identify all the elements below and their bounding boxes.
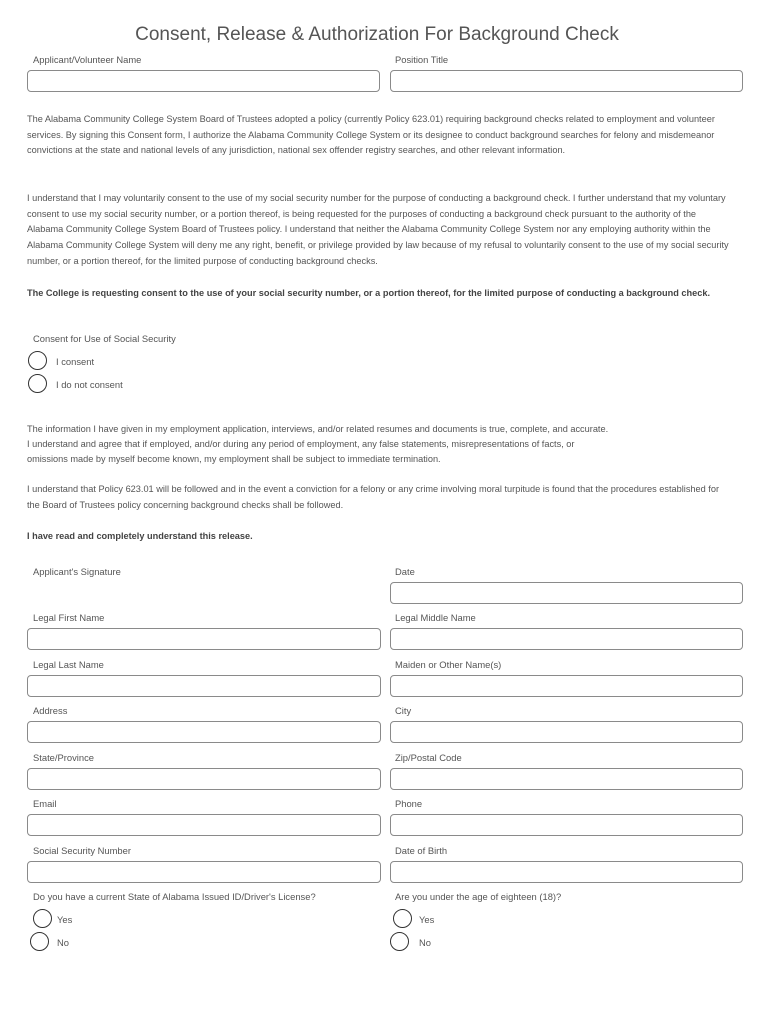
under-18-yes-label: Yes	[419, 914, 435, 925]
do-not-consent-option-label: I do not consent	[56, 379, 123, 390]
policy-paragraph: The Alabama Community College System Board of Trustees adopted a policy (currently Policy 623.01) requiring background checks related to employment and volunteer services. By signing this Consent form, I authorize the Alabama Community College System or its designee to conduct background searches for felony and misdemeanor convictions at the state and national levels of any jurisdiction, national sex offender registry searches, and other relevant information.	[27, 114, 715, 156]
legal-first-name-input[interactable]	[27, 628, 381, 650]
dob-input[interactable]	[390, 861, 743, 883]
under-18-question: Are you under the age of eighteen (18)?	[395, 891, 562, 902]
under-18-yes-radio[interactable]	[393, 909, 412, 928]
do-not-consent-radio[interactable]	[28, 374, 47, 393]
phone-label: Phone	[395, 798, 423, 809]
id-license-no-label: No	[57, 937, 69, 948]
policy-followed-paragraph: I understand that Policy 623.01 will be followed and in the event a conviction for a felony or any crime involving moral turpitude is found that the procedures established for the Board of Trustees policy concerning background checks shall be followed.	[27, 484, 720, 510]
city-label: City	[395, 705, 412, 716]
page-title: Consent, Release & Authorization For Background Check	[135, 24, 619, 45]
address-input[interactable]	[27, 721, 381, 743]
id-license-question: Do you have a current State of Alabama Issued ID/Driver's License?	[33, 891, 316, 902]
info-line-2: I understand and agree that if employed, and/or during any period of employment, any false statements, misrepresentations of facts, or	[27, 439, 575, 449]
id-license-yes-label: Yes	[57, 914, 73, 925]
zip-input[interactable]	[390, 768, 743, 790]
legal-last-name-label: Legal Last Name	[33, 659, 104, 670]
consent-radio[interactable]	[28, 351, 47, 370]
ssn-label: Social Security Number	[33, 845, 131, 856]
ssn-input[interactable]	[27, 861, 381, 883]
date-label: Date	[395, 566, 415, 577]
email-input[interactable]	[27, 814, 381, 836]
state-input[interactable]	[27, 768, 381, 790]
dob-label: Date of Birth	[395, 845, 448, 856]
read-release-statement: I have read and completely understand this release.	[27, 531, 253, 541]
under-18-no-radio[interactable]	[390, 932, 409, 951]
position-title-input[interactable]	[390, 70, 743, 92]
legal-last-name-input[interactable]	[27, 675, 381, 697]
zip-label: Zip/Postal Code	[395, 752, 462, 763]
legal-first-name-label: Legal First Name	[33, 612, 105, 623]
applicant-name-input[interactable]	[27, 70, 380, 92]
ssn-voluntary-paragraph: I understand that I may voluntarily consent to the use of my social security number for the purpose of conducting a background check. I further understand that my voluntary consent to use my social security number, or a portion thereof, is being requested for the purposes of conducting a background check pursuant to the authority of the Alabama Community College System Board of Trustees policy. I understand that neither the Alabama Community College System nor any employing authority within the Alabama Community College System will deny me any right, benefit, or privilege provided by law because of my refusal to voluntarily consent to the use of my social security number, or a portion thereof, for the limited purpose of conducting background checks.	[27, 193, 729, 266]
email-label: Email	[33, 798, 57, 809]
phone-input[interactable]	[390, 814, 743, 836]
maiden-name-input[interactable]	[390, 675, 743, 697]
info-line-3: omissions made by myself become known, my employment shall be subject to immediate termination.	[27, 454, 441, 464]
legal-middle-name-input[interactable]	[390, 628, 743, 650]
under-18-no-label: No	[419, 937, 431, 948]
ssn-consent-label: Consent for Use of Social Security	[33, 333, 176, 344]
position-title-label: Position Title	[395, 54, 449, 65]
applicant-name-label: Applicant/Volunteer Name	[33, 54, 142, 65]
college-request-paragraph: The College is requesting consent to the use of your social security number, or a portion thereof, for the limited purpose of conducting a background check.	[27, 288, 711, 298]
signature-area[interactable]	[27, 582, 381, 604]
id-license-no-radio[interactable]	[30, 932, 49, 951]
legal-middle-name-label: Legal Middle Name	[395, 612, 476, 623]
state-label: State/Province	[33, 752, 94, 763]
address-label: Address	[33, 705, 68, 716]
maiden-name-label: Maiden or Other Name(s)	[395, 659, 502, 670]
info-line-1: The information I have given in my employment application, interviews, and/or related resumes and documents is true, complete, and accurate.	[27, 424, 609, 434]
applicant-signature-label: Applicant's Signature	[33, 566, 121, 577]
id-license-yes-radio[interactable]	[33, 909, 52, 928]
date-input[interactable]	[390, 582, 743, 604]
city-input[interactable]	[390, 721, 743, 743]
consent-option-label: I consent	[56, 356, 95, 367]
